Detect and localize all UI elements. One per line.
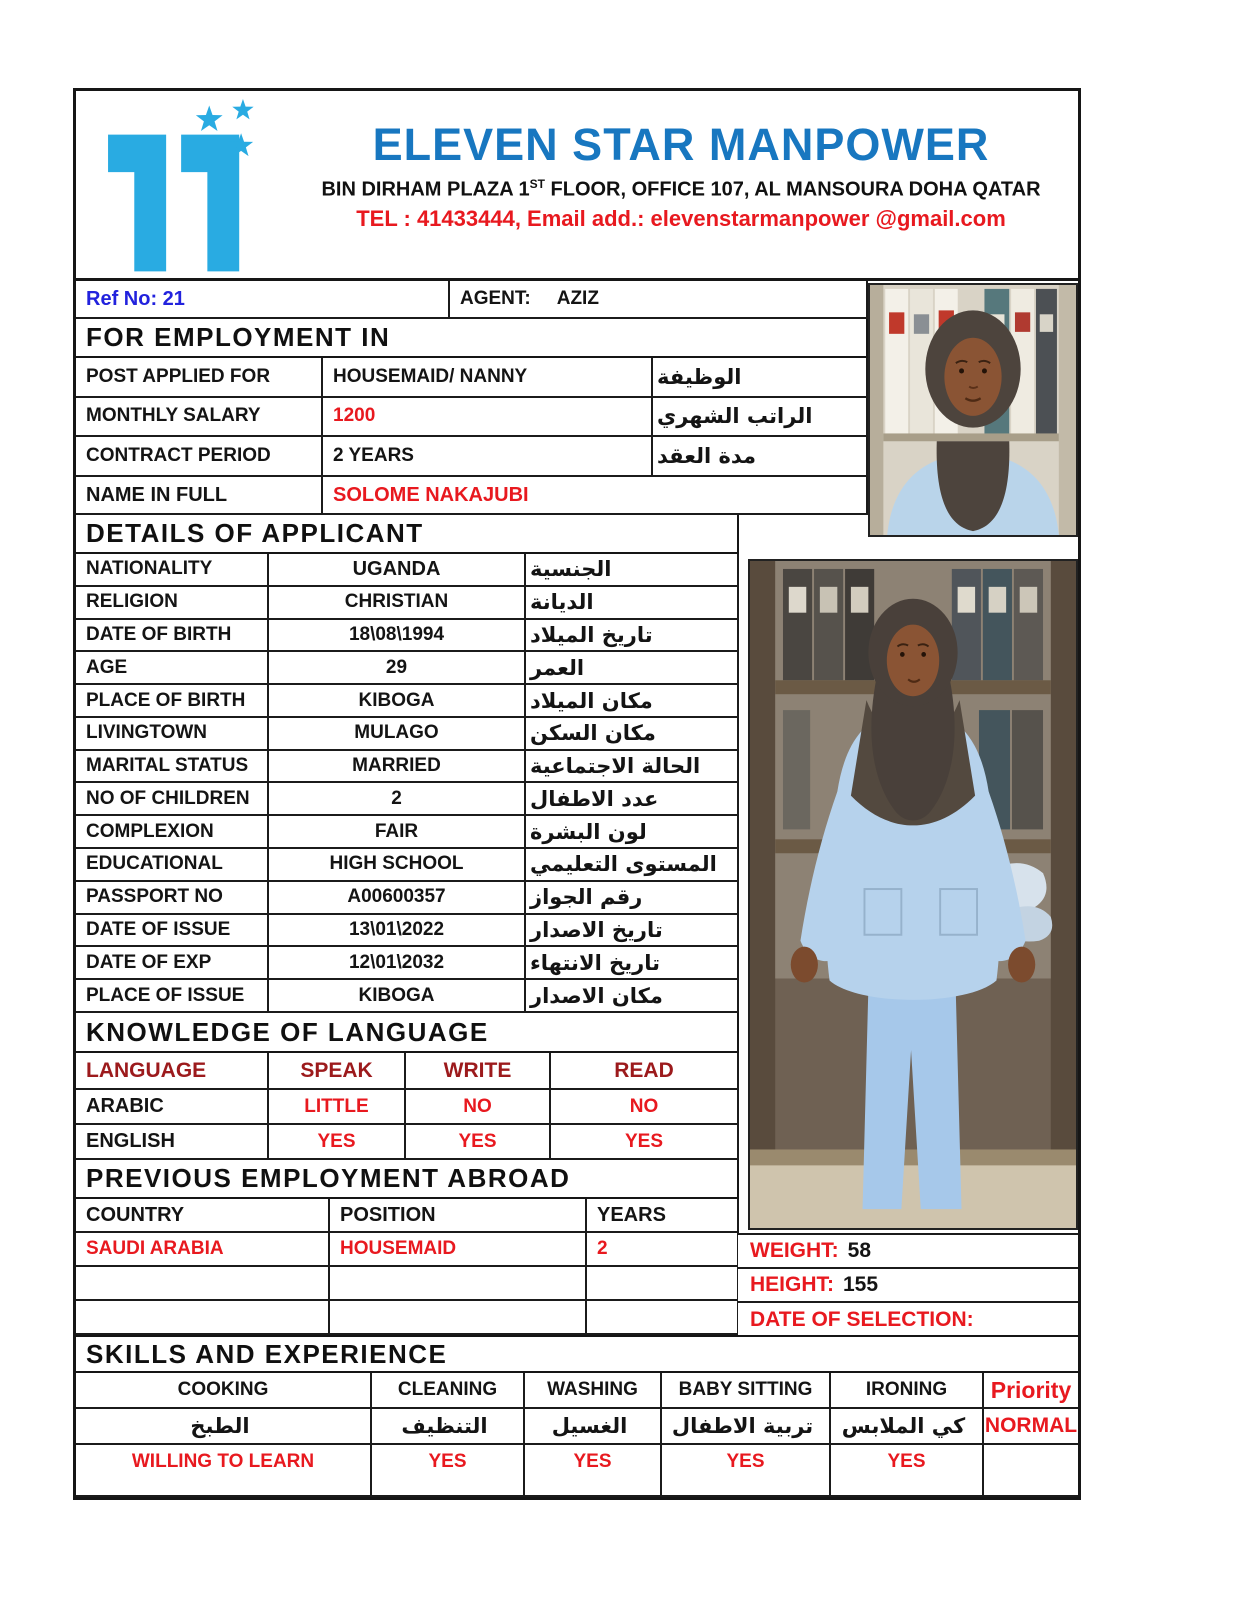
agency-contact: TEL : 41433444, Email add.: elevenstarmanpower @gmail.com <box>356 205 1006 231</box>
speak-col-header: SPEAK <box>269 1053 406 1090</box>
detail-label-arabic: تاريخ الاصدار <box>526 915 739 948</box>
employment-value: 2 YEARS <box>323 437 653 477</box>
detail-label: NATIONALITY <box>76 554 269 587</box>
pe-position: HOUSEMAID <box>330 1233 587 1267</box>
date-of-selection-label: DATE OF SELECTION: <box>750 1308 974 1331</box>
detail-label-arabic: الجنسية <box>526 554 739 587</box>
applicant-portrait-photo <box>868 283 1078 537</box>
detail-label: DATE OF EXP <box>76 947 269 980</box>
detail-value: 2 <box>269 783 526 816</box>
detail-label-arabic: مكان الاصدار <box>526 980 739 1013</box>
country-col-header: COUNTRY <box>76 1199 330 1233</box>
detail-value: 13\01\2022 <box>269 915 526 948</box>
detail-label: LIVINGTOWN <box>76 718 269 751</box>
name-row <box>76 477 868 515</box>
skill-value: WILLING TO LEARN <box>76 1445 372 1497</box>
height-row <box>738 1269 1078 1303</box>
skill-header: IRONING <box>831 1373 984 1409</box>
pe-country <box>76 1301 330 1335</box>
star-icon <box>232 99 253 119</box>
eleven-logo-icon <box>88 99 278 277</box>
address-superscript: ST <box>529 177 545 192</box>
skill-header-arabic: الطبخ <box>76 1409 372 1445</box>
detail-label: PLACE OF BIRTH <box>76 685 269 718</box>
pe-country: SAUDI ARABIA <box>76 1233 330 1267</box>
section-for-employment-in: FOR EMPLOYMENT IN <box>76 319 868 358</box>
detail-value: CHRISTIAN <box>269 587 526 620</box>
language-name: ARABIC <box>76 1090 269 1125</box>
detail-label: MARITAL STATUS <box>76 751 269 784</box>
priority-value: NORMAL <box>984 1409 1078 1445</box>
ref-agent-row <box>76 281 868 319</box>
cv-form <box>73 88 1081 1500</box>
skill-header: CLEANING <box>372 1373 525 1409</box>
eleven-star-logo <box>88 99 278 277</box>
agency-header <box>76 91 1078 281</box>
employment-label-arabic: الوظيفة <box>653 358 868 398</box>
agent-value: AZIZ <box>556 288 599 309</box>
measurements-block <box>738 1233 1078 1335</box>
detail-label: DATE OF ISSUE <box>76 915 269 948</box>
detail-label-arabic: الديانة <box>526 587 739 620</box>
detail-value: KIBOGA <box>269 980 526 1013</box>
skill-header-arabic: الغسيل <box>525 1409 662 1445</box>
section-previous-employment: PREVIOUS EMPLOYMENT ABROAD <box>76 1160 739 1199</box>
pe-position <box>330 1267 587 1301</box>
detail-label-arabic: تاريخ الانتهاء <box>526 947 739 980</box>
language-name: ENGLISH <box>76 1125 269 1160</box>
language-speak: YES <box>269 1125 406 1160</box>
skill-header-arabic: تربية الاطفال <box>662 1409 831 1445</box>
employment-label: MONTHLY SALARY <box>76 398 323 438</box>
priority-label: Priority <box>984 1373 1078 1409</box>
skill-header-arabic: التنظيف <box>372 1409 525 1445</box>
detail-label: RELIGION <box>76 587 269 620</box>
agency-name: ELEVEN STAR MANPOWER <box>372 119 990 170</box>
detail-value: MULAGO <box>269 718 526 751</box>
detail-label-arabic: الحالة الاجتماعية <box>526 751 739 784</box>
language-table <box>76 1053 739 1160</box>
skill-header-arabic: كي الملابس <box>831 1409 984 1445</box>
address-text: FLOOR, OFFICE 107, AL MANSOURA DOHA QATAR <box>544 178 1041 201</box>
weight-value: 58 <box>847 1239 872 1262</box>
star-icon <box>196 106 223 131</box>
employment-label-arabic: مدة العقد <box>653 437 868 477</box>
detail-label-arabic: عدد الاطفال <box>526 783 739 816</box>
detail-label: COMPLEXION <box>76 816 269 849</box>
detail-label: AGE <box>76 652 269 685</box>
detail-value: A00600357 <box>269 882 526 915</box>
employment-label: CONTRACT PERIOD <box>76 437 323 477</box>
weight-row <box>738 1235 1078 1269</box>
detail-label-arabic: المستوى التعليمي <box>526 849 739 882</box>
height-value: 155 <box>843 1273 879 1296</box>
details-table <box>76 554 739 1013</box>
language-write: YES <box>406 1125 551 1160</box>
height-label: HEIGHT: <box>750 1273 834 1296</box>
detail-value: 29 <box>269 652 526 685</box>
detail-value: MARRIED <box>269 751 526 784</box>
employment-value: 1200 <box>323 398 653 438</box>
pe-years <box>587 1301 739 1335</box>
skill-value: YES <box>831 1445 984 1497</box>
detail-value: 18\08\1994 <box>269 620 526 653</box>
detail-label: EDUCATIONAL <box>76 849 269 882</box>
skill-header: WASHING <box>525 1373 662 1409</box>
detail-label-arabic: مكان الميلاد <box>526 685 739 718</box>
detail-label: NO OF CHILDREN <box>76 783 269 816</box>
skill-header: BABY SITTING <box>662 1373 831 1409</box>
position-col-header: POSITION <box>330 1199 587 1233</box>
pe-years <box>587 1267 739 1301</box>
detail-label-arabic: لون البشرة <box>526 816 739 849</box>
pe-position <box>330 1301 587 1335</box>
skills-table <box>76 1373 1078 1497</box>
detail-label-arabic: تاريخ الميلاد <box>526 620 739 653</box>
employment-label-arabic: الراتب الشهري <box>653 398 868 438</box>
previous-employment-table <box>76 1199 739 1335</box>
detail-label: DATE OF BIRTH <box>76 620 269 653</box>
agent-cell <box>450 281 868 319</box>
detail-value: UGANDA <box>269 554 526 587</box>
detail-label: PASSPORT NO <box>76 882 269 915</box>
employment-value: HOUSEMAID/ NANNY <box>323 358 653 398</box>
pe-years: 2 <box>587 1233 739 1267</box>
section-details-of-applicant: DETAILS OF APPLICANT <box>76 515 739 554</box>
section-skills-experience: SKILLS AND EXPERIENCE <box>76 1335 1078 1373</box>
employment-label: POST APPLIED FOR <box>76 358 323 398</box>
years-col-header: YEARS <box>587 1199 739 1233</box>
detail-label-arabic: مكان السكن <box>526 718 739 751</box>
language-write: NO <box>406 1090 551 1125</box>
name-value: SOLOME NAKAJUBI <box>323 477 868 515</box>
detail-value: FAIR <box>269 816 526 849</box>
write-col-header: WRITE <box>406 1053 551 1090</box>
applicant-full-body-photo <box>748 559 1078 1230</box>
read-col-header: READ <box>551 1053 739 1090</box>
skill-value-empty <box>984 1445 1078 1497</box>
detail-label-arabic: رقم الجواز <box>526 882 739 915</box>
date-of-selection-row <box>738 1303 1078 1337</box>
ref-no: Ref No: 21 <box>76 281 450 319</box>
name-label: NAME IN FULL <box>76 477 323 515</box>
detail-value: 12\01\2032 <box>269 947 526 980</box>
detail-value: HIGH SCHOOL <box>269 849 526 882</box>
weight-label: WEIGHT: <box>750 1239 839 1262</box>
language-speak: LITTLE <box>269 1090 406 1125</box>
skill-header: COOKING <box>76 1373 372 1409</box>
skill-value: YES <box>662 1445 831 1497</box>
detail-label: PLACE OF ISSUE <box>76 980 269 1013</box>
detail-label-arabic: العمر <box>526 652 739 685</box>
section-knowledge-of-language: KNOWLEDGE OF LANGUAGE <box>76 1013 739 1053</box>
language-read: YES <box>551 1125 739 1160</box>
language-col-header: LANGUAGE <box>76 1053 269 1090</box>
agent-label: AGENT: <box>460 288 531 309</box>
detail-value: KIBOGA <box>269 685 526 718</box>
agency-address <box>296 177 1066 202</box>
employment-table <box>76 358 868 477</box>
skill-value: YES <box>372 1445 525 1497</box>
language-read: NO <box>551 1090 739 1125</box>
skill-value: YES <box>525 1445 662 1497</box>
pe-country <box>76 1267 330 1301</box>
address-text: BIN DIRHAM PLAZA 1 <box>321 178 530 201</box>
